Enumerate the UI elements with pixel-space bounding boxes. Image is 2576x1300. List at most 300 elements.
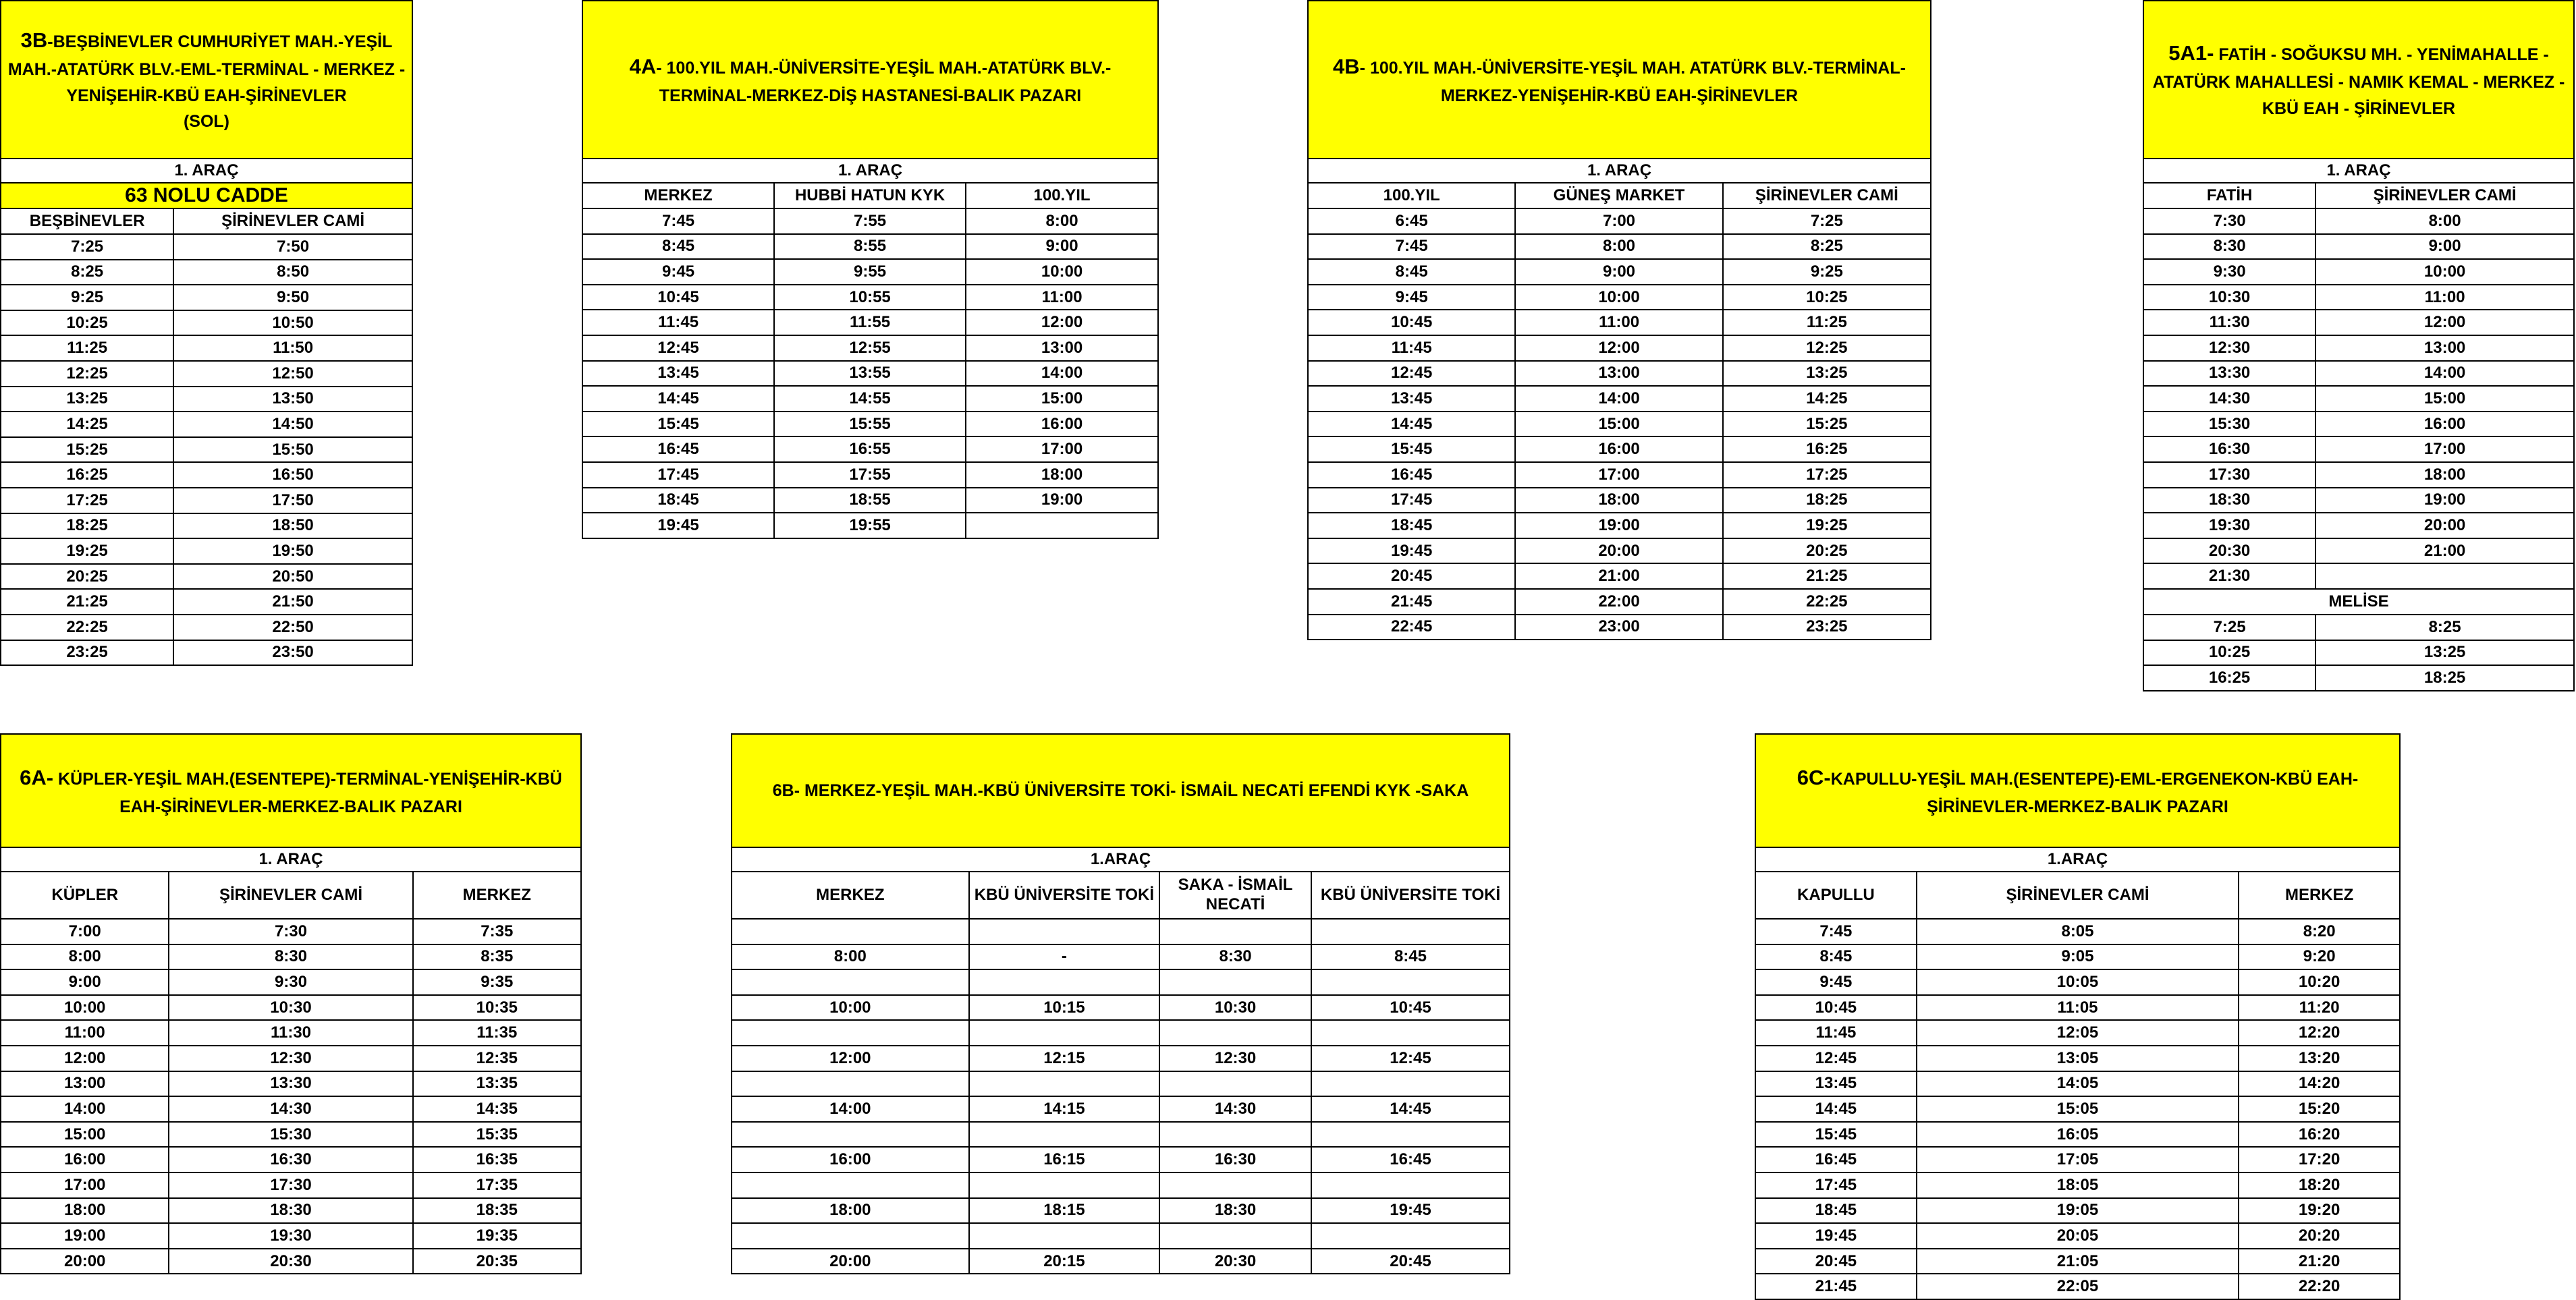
vehicle-label-5a1: 1. ARAÇ bbox=[2143, 159, 2574, 183]
table-row bbox=[1755, 1249, 2400, 1274]
time-cell bbox=[732, 969, 969, 995]
time-cell: 16:50 bbox=[173, 462, 412, 488]
time-cell: 19:45 bbox=[1755, 1223, 1917, 1249]
time-cell: 9:25 bbox=[1, 285, 173, 310]
time-cell bbox=[969, 1020, 1159, 1046]
time-cell: 14:00 bbox=[2315, 361, 2574, 387]
table-row bbox=[1, 437, 412, 463]
time-cell: 17:35 bbox=[413, 1172, 581, 1198]
time-cell bbox=[732, 1020, 969, 1046]
column-header: BEŞBİNEVLER bbox=[1, 208, 173, 234]
table-row bbox=[1308, 488, 1931, 513]
schedule-table-4a bbox=[582, 0, 1159, 539]
time-cell: 9:45 bbox=[1308, 285, 1515, 310]
schedule-table-4b bbox=[1307, 0, 1931, 640]
time-cell: 13:05 bbox=[1917, 1046, 2239, 1071]
time-cell: 14:55 bbox=[774, 386, 966, 412]
table-row bbox=[1308, 563, 1931, 589]
time-cell: 19:00 bbox=[1, 1223, 169, 1249]
time-cell: 21:20 bbox=[2239, 1249, 2400, 1274]
time-cell: 20:50 bbox=[173, 564, 412, 590]
table-row bbox=[2143, 386, 2574, 412]
time-cell: 7:30 bbox=[2143, 208, 2315, 234]
time-cell bbox=[969, 1172, 1159, 1198]
time-cell: 8:55 bbox=[774, 234, 966, 260]
time-cell: 19:05 bbox=[1917, 1198, 2239, 1224]
time-cell: 12:25 bbox=[1, 361, 173, 387]
time-cell: 15:45 bbox=[1755, 1122, 1917, 1148]
time-cell: 18:00 bbox=[1515, 488, 1722, 513]
time-cell bbox=[1159, 1020, 1311, 1046]
time-cell: 12:45 bbox=[582, 335, 774, 361]
time-cell: 10:00 bbox=[1515, 285, 1722, 310]
time-cell: 12:55 bbox=[774, 335, 966, 361]
schedule-block-5a1 bbox=[2143, 0, 2575, 691]
time-cell: 13:30 bbox=[2143, 361, 2315, 387]
column-header: MERKEZ bbox=[582, 183, 774, 208]
time-cell: 19:30 bbox=[2143, 513, 2315, 538]
time-cell: 19:50 bbox=[173, 538, 412, 564]
time-cell bbox=[1311, 1020, 1510, 1046]
time-cell: 17:00 bbox=[966, 436, 1158, 462]
time-cell: 23:25 bbox=[1, 640, 173, 666]
table-row bbox=[732, 1020, 1510, 1046]
time-cell: 23:50 bbox=[173, 640, 412, 666]
table-row bbox=[1, 513, 412, 539]
table-row bbox=[1, 488, 412, 513]
table-row bbox=[1, 1071, 581, 1097]
time-cell: 16:25 bbox=[1, 462, 173, 488]
column-header: KÜPLER bbox=[1, 872, 169, 919]
time-cell: 22:45 bbox=[1308, 615, 1515, 640]
time-cell: 21:25 bbox=[1, 589, 173, 615]
time-cell: 10:30 bbox=[2143, 285, 2315, 310]
route-subtitle-3b: (SOL) bbox=[183, 112, 230, 132]
time-cell: 10:45 bbox=[582, 285, 774, 310]
column-header: KBÜ ÜNİVERSİTE TOKİ bbox=[969, 872, 1159, 919]
time-cell: 17:45 bbox=[1755, 1172, 1917, 1198]
table-row bbox=[732, 1096, 1510, 1122]
time-cell: 18:30 bbox=[169, 1198, 412, 1224]
time-cell bbox=[969, 969, 1159, 995]
table-row bbox=[1, 1046, 581, 1071]
time-cell: 18:45 bbox=[1755, 1198, 1917, 1224]
table-row bbox=[1308, 615, 1931, 640]
time-cell: 22:50 bbox=[173, 615, 412, 640]
time-cell bbox=[2315, 563, 2574, 589]
time-cell: 19:55 bbox=[774, 513, 966, 538]
route-title-6a bbox=[1, 734, 581, 847]
time-cell: 18:00 bbox=[966, 462, 1158, 488]
table-body-4b bbox=[1308, 208, 1931, 640]
time-cell: 21:30 bbox=[2143, 563, 2315, 589]
time-cell: 16:00 bbox=[2315, 412, 2574, 437]
route-name-5a1: FATİH - SOĞUKSU MH. - YENİMAHALLE - ATATÜRK MAHALLESİ - NAMIK KEMAL - MERKEZ - KBÜ EAH - ŞİRİNEVLER bbox=[2152, 45, 2565, 119]
time-cell: 18:45 bbox=[582, 488, 774, 513]
time-cell: 14:00 bbox=[1, 1096, 169, 1122]
table-row bbox=[2143, 208, 2574, 234]
table-row bbox=[1308, 589, 1931, 615]
time-cell: 9:05 bbox=[1917, 944, 2239, 970]
time-cell: 20:20 bbox=[2239, 1223, 2400, 1249]
time-cell bbox=[1159, 969, 1311, 995]
table-row bbox=[1308, 513, 1931, 538]
time-cell: 11:25 bbox=[1723, 310, 1931, 335]
time-cell: 22:05 bbox=[1917, 1274, 2239, 1299]
time-cell: 11:25 bbox=[1, 335, 173, 361]
time-cell: 18:25 bbox=[1723, 488, 1931, 513]
time-cell: 13:00 bbox=[1515, 361, 1722, 387]
table-row bbox=[1, 234, 412, 260]
time-cell: 16:30 bbox=[1159, 1147, 1311, 1172]
time-cell: 16:05 bbox=[1917, 1122, 2239, 1148]
time-cell: 13:55 bbox=[774, 361, 966, 387]
time-cell: 8:45 bbox=[1308, 259, 1515, 285]
time-cell: 16:00 bbox=[966, 412, 1158, 437]
table-body-5a1 bbox=[2143, 208, 2574, 589]
time-cell: 17:00 bbox=[1, 1172, 169, 1198]
column-header: FATİH bbox=[2143, 183, 2315, 208]
time-cell: 14:00 bbox=[966, 361, 1158, 387]
time-cell: 21:45 bbox=[1755, 1274, 1917, 1299]
time-cell: 7:25 bbox=[1723, 208, 1931, 234]
time-cell: 12:35 bbox=[413, 1046, 581, 1071]
time-cell: 13:25 bbox=[1, 387, 173, 412]
table-row bbox=[1, 1122, 581, 1148]
time-cell: 19:30 bbox=[169, 1223, 412, 1249]
time-cell: 11:30 bbox=[2143, 310, 2315, 335]
schedule-block-3b bbox=[0, 0, 413, 666]
time-cell: 11:45 bbox=[1308, 335, 1515, 361]
time-cell: 14:25 bbox=[1723, 386, 1931, 412]
time-cell: 12:00 bbox=[2315, 310, 2574, 335]
table-row bbox=[1755, 944, 2400, 970]
table-row bbox=[582, 412, 1158, 437]
time-cell bbox=[966, 513, 1158, 538]
time-cell bbox=[969, 919, 1159, 944]
table-row bbox=[1, 538, 412, 564]
time-cell: 22:25 bbox=[1723, 589, 1931, 615]
time-cell bbox=[1311, 1223, 1510, 1249]
table-body-6b bbox=[732, 919, 1510, 1274]
time-cell: 12:15 bbox=[969, 1046, 1159, 1071]
time-cell: 15:00 bbox=[1, 1122, 169, 1148]
time-cell: 19:00 bbox=[966, 488, 1158, 513]
column-header: MERKEZ bbox=[732, 872, 969, 919]
vehicle-label-6a: 1. ARAÇ bbox=[1, 847, 581, 872]
table-row bbox=[1755, 1274, 2400, 1299]
time-cell: 8:35 bbox=[413, 944, 581, 970]
time-cell: 12:00 bbox=[1515, 335, 1722, 361]
time-cell: 9:00 bbox=[1515, 259, 1722, 285]
time-cell: 13:25 bbox=[2315, 640, 2574, 666]
time-cell: 10:35 bbox=[413, 995, 581, 1021]
table-row bbox=[2143, 563, 2574, 589]
time-cell: 18:30 bbox=[2143, 488, 2315, 513]
column-header: SAKA - İSMAİL NECATİ bbox=[1159, 872, 1311, 919]
time-cell: 10:45 bbox=[1308, 310, 1515, 335]
time-cell: 17:45 bbox=[1308, 488, 1515, 513]
time-cell: 16:45 bbox=[1755, 1147, 1917, 1172]
time-cell: 17:30 bbox=[169, 1172, 412, 1198]
route-code-5a1: 5A1- bbox=[2168, 41, 2214, 65]
table-row bbox=[2143, 538, 2574, 564]
time-cell: 11:20 bbox=[2239, 995, 2400, 1021]
time-cell: 7:25 bbox=[1, 234, 173, 260]
time-cell: 11:00 bbox=[1, 1020, 169, 1046]
time-cell: 8:45 bbox=[582, 234, 774, 260]
column-header: ŞİRİNEVLER CAMİ bbox=[2315, 183, 2574, 208]
time-cell: 20:15 bbox=[969, 1249, 1159, 1274]
route-name-4b: - 100.YIL MAH.-ÜNİVERSİTE-YEŞİL MAH. ATATÜRK BLV.-TERMİNAL-MERKEZ-YENİŞEHİR-KBÜ EAH-ŞİRİNEVLER bbox=[1359, 58, 1906, 105]
table-row bbox=[582, 285, 1158, 310]
time-cell: 20:35 bbox=[413, 1249, 581, 1274]
time-cell: 20:05 bbox=[1917, 1223, 2239, 1249]
time-cell: 9:50 bbox=[173, 285, 412, 310]
table-row bbox=[1, 640, 412, 666]
time-cell: 17:00 bbox=[1515, 462, 1722, 488]
time-cell: 20:45 bbox=[1308, 563, 1515, 589]
time-cell: 8:00 bbox=[966, 208, 1158, 234]
time-cell: 11:35 bbox=[413, 1020, 581, 1046]
table-row bbox=[1308, 386, 1931, 412]
time-cell: 19:25 bbox=[1723, 513, 1931, 538]
time-cell: 18:30 bbox=[1159, 1198, 1311, 1224]
time-cell: 11:00 bbox=[2315, 285, 2574, 310]
time-cell: 18:35 bbox=[413, 1198, 581, 1224]
table-row bbox=[1, 1249, 581, 1274]
time-cell: 20:00 bbox=[1515, 538, 1722, 564]
table-row bbox=[582, 436, 1158, 462]
time-cell: 20:30 bbox=[1159, 1249, 1311, 1274]
time-cell: 18:00 bbox=[2315, 462, 2574, 488]
table-row bbox=[582, 513, 1158, 538]
time-cell: 22:25 bbox=[1, 615, 173, 640]
time-cell: 14:35 bbox=[413, 1096, 581, 1122]
time-cell: 21:25 bbox=[1723, 563, 1931, 589]
table-body-6c bbox=[1755, 919, 2400, 1299]
table-row bbox=[1, 361, 412, 387]
column-header: MERKEZ bbox=[2239, 872, 2400, 919]
time-cell: 11:00 bbox=[1515, 310, 1722, 335]
time-cell: 13:45 bbox=[582, 361, 774, 387]
table-row bbox=[582, 310, 1158, 335]
time-cell: 20:30 bbox=[2143, 538, 2315, 564]
table-row bbox=[1, 564, 412, 590]
time-cell: 9:30 bbox=[169, 969, 412, 995]
time-cell: 11:30 bbox=[169, 1020, 412, 1046]
column-header: GÜNEŞ MARKET bbox=[1515, 183, 1722, 208]
table-row bbox=[1, 919, 581, 944]
time-cell: 16:45 bbox=[1308, 462, 1515, 488]
time-cell: 23:00 bbox=[1515, 615, 1722, 640]
time-cell: 7:45 bbox=[1308, 234, 1515, 260]
table-row bbox=[1308, 285, 1931, 310]
table-row bbox=[1, 589, 412, 615]
table-row bbox=[732, 919, 1510, 944]
table-row bbox=[1308, 462, 1931, 488]
time-cell: 10:50 bbox=[173, 310, 412, 336]
time-cell: 15:00 bbox=[966, 386, 1158, 412]
time-cell bbox=[1159, 1223, 1311, 1249]
time-cell: 12:00 bbox=[732, 1046, 969, 1071]
time-cell: 23:25 bbox=[1723, 615, 1931, 640]
time-cell: 9:20 bbox=[2239, 944, 2400, 970]
time-cell: 12:30 bbox=[2143, 335, 2315, 361]
time-cell: 16:35 bbox=[413, 1147, 581, 1172]
time-cell: 14:15 bbox=[969, 1096, 1159, 1122]
table-row bbox=[732, 995, 1510, 1021]
time-cell: 8:00 bbox=[1515, 234, 1722, 260]
time-cell: 9:45 bbox=[582, 259, 774, 285]
table-row bbox=[1755, 1172, 2400, 1198]
time-cell: 13:50 bbox=[173, 387, 412, 412]
section-label-3b: 63 NOLU CADDE bbox=[1, 183, 412, 208]
time-cell: 8:00 bbox=[1, 944, 169, 970]
time-cell: 14:25 bbox=[1, 412, 173, 437]
vehicle-label-3b: 1. ARAÇ bbox=[1, 159, 412, 183]
time-cell: 20:00 bbox=[1, 1249, 169, 1274]
table-row bbox=[2143, 234, 2574, 260]
schedule-table-6c bbox=[1755, 733, 2401, 1300]
table-row bbox=[1755, 1122, 2400, 1148]
table-row bbox=[1755, 1147, 2400, 1172]
time-cell: 13:45 bbox=[1308, 386, 1515, 412]
table-row bbox=[1755, 1046, 2400, 1071]
time-cell: 16:45 bbox=[582, 436, 774, 462]
time-cell: 10:25 bbox=[1723, 285, 1931, 310]
route-title-6c bbox=[1755, 734, 2400, 847]
time-cell: 16:20 bbox=[2239, 1122, 2400, 1148]
time-cell: 20:25 bbox=[1723, 538, 1931, 564]
column-header: ŞİRİNEVLER CAMİ bbox=[1723, 183, 1931, 208]
table-row bbox=[1, 1096, 581, 1122]
time-cell: 20:45 bbox=[1311, 1249, 1510, 1274]
time-cell: 14:45 bbox=[582, 386, 774, 412]
route-title-4a bbox=[582, 1, 1158, 159]
table-row bbox=[1308, 208, 1931, 234]
table-row bbox=[1755, 969, 2400, 995]
time-cell: 17:25 bbox=[1, 488, 173, 513]
time-cell: 21:00 bbox=[1515, 563, 1722, 589]
time-cell: 11:50 bbox=[173, 335, 412, 361]
schedule-table-5a1 bbox=[2143, 0, 2575, 691]
route-title-4b bbox=[1308, 1, 1931, 159]
vehicle-label-6c: 1.ARAÇ bbox=[1755, 847, 2400, 872]
table-row bbox=[732, 1147, 1510, 1172]
time-cell: 22:00 bbox=[1515, 589, 1722, 615]
time-cell: 16:30 bbox=[169, 1147, 412, 1172]
time-cell: 14:00 bbox=[1515, 386, 1722, 412]
time-cell: 10:30 bbox=[169, 995, 412, 1021]
schedule-block-4a bbox=[582, 0, 1159, 539]
table-row bbox=[1, 335, 412, 361]
time-cell: 20:00 bbox=[732, 1249, 969, 1274]
table-row bbox=[1, 969, 581, 995]
time-cell: 14:45 bbox=[1311, 1096, 1510, 1122]
time-cell: 19:00 bbox=[1515, 513, 1722, 538]
table-row bbox=[2143, 259, 2574, 285]
time-cell: 16:45 bbox=[1311, 1147, 1510, 1172]
time-cell: 15:50 bbox=[173, 437, 412, 463]
time-cell: 8:25 bbox=[1723, 234, 1931, 260]
table-row bbox=[732, 1071, 1510, 1097]
time-cell: 16:30 bbox=[2143, 436, 2315, 462]
time-cell bbox=[1311, 1122, 1510, 1148]
time-cell: 15:00 bbox=[2315, 386, 2574, 412]
time-cell: 10:55 bbox=[774, 285, 966, 310]
time-cell: 13:00 bbox=[2315, 335, 2574, 361]
time-cell: 8:50 bbox=[173, 260, 412, 285]
time-cell bbox=[1311, 969, 1510, 995]
time-cell bbox=[732, 919, 969, 944]
time-cell: 21:45 bbox=[1308, 589, 1515, 615]
schedule-table-3b bbox=[0, 0, 413, 666]
time-cell: 12:00 bbox=[1, 1046, 169, 1071]
time-cell: - bbox=[969, 944, 1159, 970]
time-cell: 8:05 bbox=[1917, 919, 2239, 944]
time-cell: 16:00 bbox=[1515, 436, 1722, 462]
time-cell: 9:00 bbox=[1, 969, 169, 995]
time-cell: 9:35 bbox=[413, 969, 581, 995]
table-row bbox=[1, 387, 412, 412]
time-cell: 11:45 bbox=[582, 310, 774, 335]
time-cell: 18:25 bbox=[1, 513, 173, 539]
table-row bbox=[1308, 412, 1931, 437]
table-row bbox=[1308, 259, 1931, 285]
time-cell: 20:45 bbox=[1755, 1249, 1917, 1274]
schedule-block-4b bbox=[1307, 0, 1931, 640]
column-header: ŞİRİNEVLER CAMİ bbox=[1917, 872, 2239, 919]
table-row bbox=[1308, 361, 1931, 387]
route-code-3b: 3B bbox=[20, 28, 48, 52]
table-row bbox=[2143, 488, 2574, 513]
route-code-4a: 4A bbox=[629, 54, 657, 78]
time-cell: 14:45 bbox=[1755, 1096, 1917, 1122]
time-cell: 9:25 bbox=[1723, 259, 1931, 285]
time-cell bbox=[1311, 919, 1510, 944]
time-cell: 8:30 bbox=[2143, 234, 2315, 260]
time-cell: 15:45 bbox=[1308, 436, 1515, 462]
time-cell bbox=[732, 1071, 969, 1097]
time-cell: 12:20 bbox=[2239, 1020, 2400, 1046]
time-cell: 21:05 bbox=[1917, 1249, 2239, 1274]
time-cell: 10:05 bbox=[1917, 969, 2239, 995]
time-cell: 12:30 bbox=[169, 1046, 412, 1071]
table-row bbox=[2143, 513, 2574, 538]
table-row bbox=[2143, 665, 2574, 691]
table-row bbox=[1, 995, 581, 1021]
table-row bbox=[1308, 335, 1931, 361]
time-cell: 18:55 bbox=[774, 488, 966, 513]
time-cell: 7:30 bbox=[169, 919, 412, 944]
time-cell: 16:00 bbox=[1, 1147, 169, 1172]
time-cell: 14:05 bbox=[1917, 1071, 2239, 1097]
time-cell: 14:45 bbox=[1308, 412, 1515, 437]
table-body-6a bbox=[1, 919, 581, 1274]
time-cell: 12:45 bbox=[1308, 361, 1515, 387]
table-row bbox=[732, 969, 1510, 995]
time-cell: 10:20 bbox=[2239, 969, 2400, 995]
schedule-table-6a bbox=[0, 733, 582, 1274]
vehicle-label-4a: 1. ARAÇ bbox=[582, 159, 1158, 183]
time-cell bbox=[732, 1122, 969, 1148]
time-cell: 19:35 bbox=[413, 1223, 581, 1249]
table-row bbox=[582, 386, 1158, 412]
time-cell: 9:30 bbox=[2143, 259, 2315, 285]
table-row bbox=[1308, 538, 1931, 564]
time-cell: 10:25 bbox=[2143, 640, 2315, 666]
